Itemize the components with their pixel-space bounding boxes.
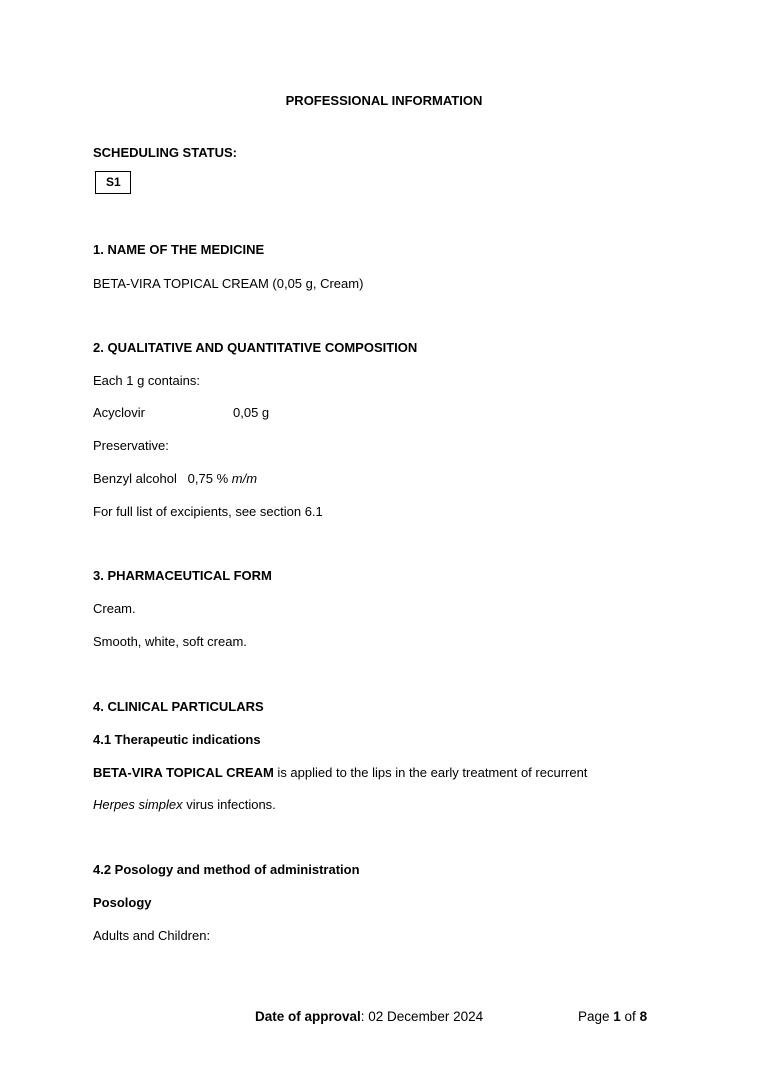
section-3-heading: 3. PHARMACEUTICAL FORM [93,568,272,583]
preservative-amount: 0,75 % [187,471,229,486]
section-4-2-heading: 4.2 Posology and method of administration [93,862,360,877]
posology-text: Adults and Children: [93,928,211,943]
product-name-bold: BETA-VIRA TOPICAL CREAM [93,765,274,780]
section-4-1-heading: 4.1 Therapeutic indications [93,732,261,747]
footer-page-number [578,1009,647,1025]
indications-line-2 [93,797,276,813]
ingredient-amount: 0,05 g [233,405,270,420]
composition-intro: Each 1 g contains: [93,373,200,388]
indications-text-2: virus infections. [182,797,276,812]
page-title: PROFESSIONAL INFORMATION [285,93,483,108]
preservative-name: Benzyl alcohol [93,471,177,486]
excipients-note: For full list of excipients, see section 6.1 [93,504,323,519]
indications-text: is applied to the lips in the early treatment of recurrent [273,765,588,780]
preservative-line [93,471,257,487]
scheduling-status-box: S1 [95,171,131,194]
medicine-name: BETA-VIRA TOPICAL CREAM (0,05 g, Cream) [93,276,364,291]
page-prefix: Page [578,1009,614,1024]
page-current: 1 [613,1009,621,1024]
section-2-heading: 2. QUALITATIVE AND QUANTITATIVE COMPOSITION [93,340,418,355]
preservative-label: Preservative: [93,438,169,453]
date-label: Date of approval [255,1009,361,1024]
footer-date-of-approval [255,1009,483,1025]
scheduling-status-label: SCHEDULING STATUS: [93,145,237,160]
form-line-2: Smooth, white, soft cream. [93,634,247,649]
section-1-heading: 1. NAME OF THE MEDICINE [93,242,265,257]
page-of: of [620,1009,640,1024]
page-total: 8 [639,1009,648,1024]
posology-heading: Posology [93,895,152,910]
indications-line-1 [93,765,587,781]
herpes-simplex-italic: Herpes simplex [93,797,183,812]
date-value: : 02 December 2024 [360,1009,484,1024]
form-line-1: Cream. [93,601,136,616]
section-4-heading: 4. CLINICAL PARTICULARS [93,699,264,714]
ingredient-name: Acyclovir [93,405,146,420]
preservative-unit: m/m [231,471,258,486]
